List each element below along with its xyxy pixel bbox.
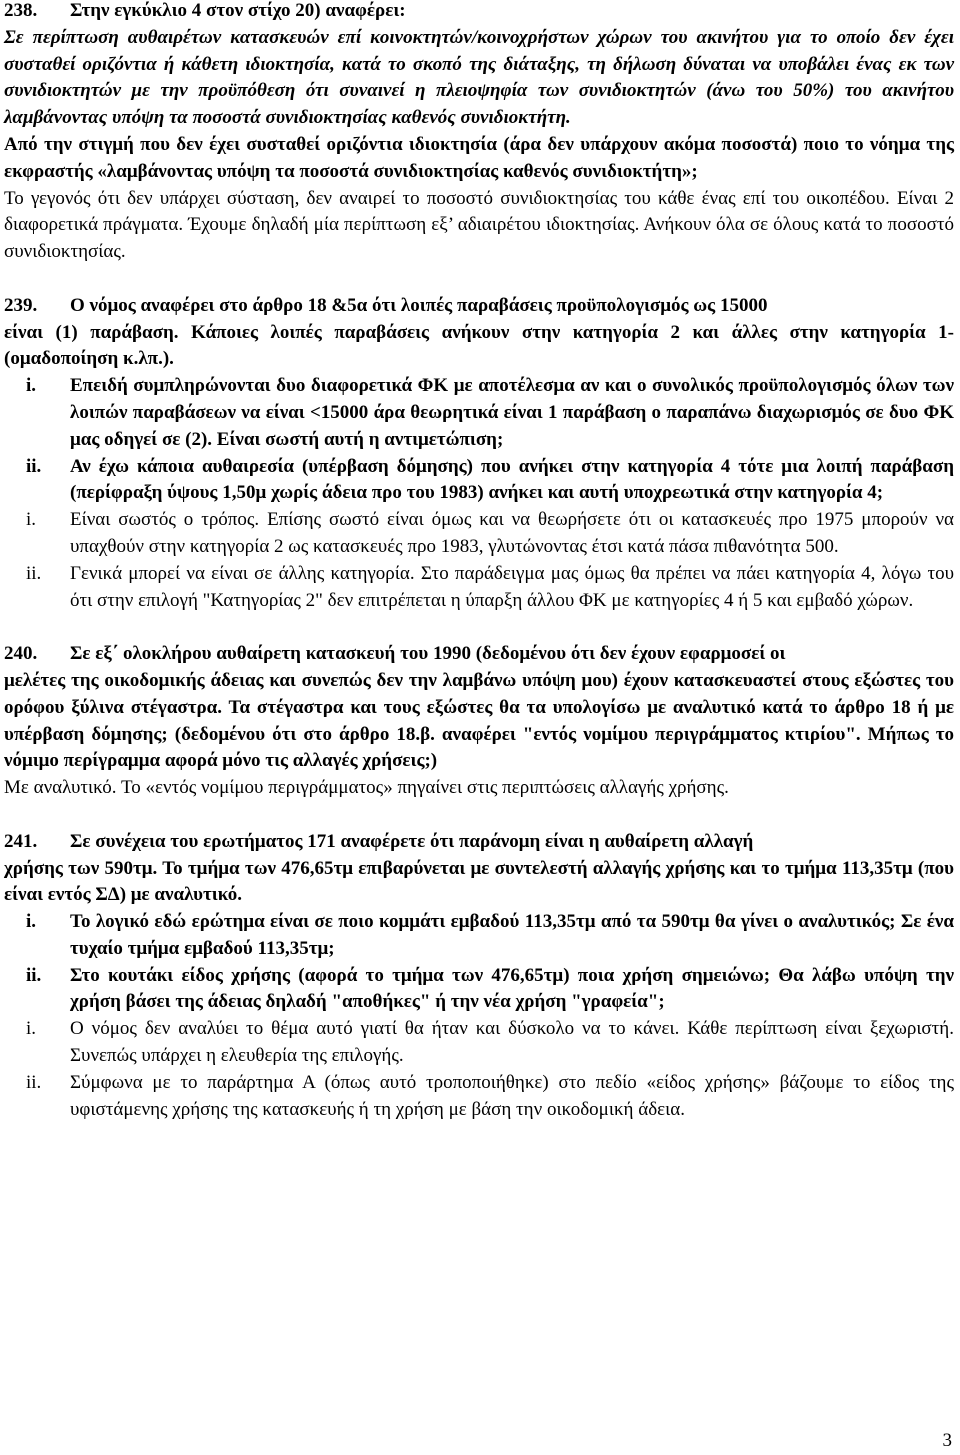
- q238-quote: Σε περίπτωση αυθαιρέτων κατασκευών επί κοινοκτητών/κοινοχρήστων χώρων του ακινήτου για το οποίο δεν έχει συσταθεί οριζόντια ή κάθετη ιδιοκτησία, κατά το σκοπό της διάταξης, τη δήλωση δύναται να υποβάλει ένας εκ των συνιδιοκτητών με την προϋπόθεση ότι συναινεί η πλειοψηφία των συνιδιοκτητών (άνω του 50%) του ακινήτου λαμβάνοντας υπόψη τα ποσοστά συνιδιοκτησίας καθενός συνιδιοκτήτη.: [4, 26, 954, 129]
- q241-item: [4, 963, 954, 1017]
- q239-item-label: i.: [26, 375, 37, 397]
- q239-heading: [4, 293, 954, 320]
- q239-item-text: Γενικά μπορεί να είναι σε άλλης κατηγορία. Στο παράδειγμα μας όμως θα πρέπει να πάει κατηγορία 4, λόγω του ότι στην επιλογή "Κατηγορίας 2" δεν επιτρέπεται η ύπαρξη άλλου ΦΚ με κατηγορίες 4 ή 5 και εμβαδό χώρων.: [70, 562, 954, 611]
- q239-number: 239.: [4, 294, 38, 316]
- q239-item-label: i.: [26, 509, 37, 531]
- q241-heading: [4, 829, 954, 856]
- q239-item-text: Είναι σωστός ο τρόπος. Επίσης σωστό είναι όμως και να θεωρήσετε ότι οι κατασκευές προ 1975 μπορούν να υπαχθούν στην κατηγορία 2 ως κατασκευές προ 1983, γλυτώνοντας έτσι κατά πάσα πιθανότητα 500.: [70, 509, 954, 557]
- q238-title: Στην εγκύκλιο 4 στον στίχο 20) αναφέρει:: [70, 0, 406, 21]
- q241-item-text: Σύμφωνα με το παράρτημα Α (όπως αυτό τροποποιήθηκε) στο πεδίο «είδος χρήσης» βάζουμε το είδος της υφιστάμενης χρήσης της κατασκευής ή τη χρήση με βάση την οικοδομική άδεια.: [70, 1071, 954, 1120]
- q238-heading: [4, 0, 954, 25]
- q239-item-text: Επειδή συμπληρώνονται δυο διαφορετικά ΦΚ με αποτέλεσμα αν και ο συνολικός προϋπολογισμός όλων των λοιπών παραβάσεων να είναι <15000 άρα θεωρητικά είναι 1 παράβαση ο παραπάνω διαχωρισμός σε δυο ΦΚ μας οδηγεί σε (2). Είναι σωστή αυτή η αντιμετώπιση;: [70, 375, 954, 450]
- q240-heading: [4, 641, 954, 668]
- page-number: 3: [942, 1430, 952, 1451]
- q241-item: [4, 1070, 954, 1124]
- q239-item: [4, 507, 954, 561]
- q241-item-label: i.: [26, 1018, 37, 1040]
- q241-item-label: ii.: [26, 964, 42, 986]
- q241-item-text: Το λογικό εδώ ερώτημα είναι σε ποιο κομμάτι εμβαδού 113,35τμ από τα 590τμ θα γίνει ο αναλυτικός; Σε ένα τυχαίο τμήμα εμβαδού 113,35τμ;: [70, 911, 954, 959]
- q241-item-label: ii.: [26, 1071, 42, 1093]
- q238-answer: Το γεγονός ότι δεν υπάρχει σύσταση, δεν αναιρεί το ποσοστό συνιδιοκτησίας του κάθε ένας επί του οικοπέδου. Είναι 2 διαφορετικά πράγματα. Έχουμε δηλαδή μία περίπτωση εξ’ αδιαιρέτου ιδιοκτησίας. Ανήκουν όλα σε όλους κατά το ποσοστό συνιδιοκτησίας.: [4, 187, 954, 263]
- q239-item-label: ii.: [26, 562, 42, 584]
- q238-question: Από την στιγμή που δεν έχει συσταθεί οριζόντια ιδιοκτησία (άρα δεν υπάρχουν ακόμα ποσοστά) ποιο το νόημα της εκφραστής «λαμβάνοντας υπόψη τα ποσοστά συνιδιοκτησίας καθενός συνιδιοκτήτη»;: [4, 133, 954, 182]
- q241-question-rest: χρήσης των 590τμ. Το τμήμα των 476,65τμ επιβαρύνεται με συντελεστή αλλαγής χρήσης και το τμήμα 113,35τμ (που είναι εντός ΣΔ) με αναλυτικό.: [4, 857, 954, 906]
- q241-item: [4, 1016, 954, 1070]
- q241-item: [4, 909, 954, 963]
- q241-question-first: Σε συνέχεια του ερωτήματος 171 αναφέρετε ότι παράνομη είναι η αυθαίρετη αλλαγή: [70, 830, 754, 852]
- q240-question-first: Σε εξ΄ ολοκλήρου αυθαίρετη κατασκευή του 1990 (δεδομένου ότι δεν έχουν εφαρμοσεί οι: [70, 643, 786, 665]
- q239-intro-rest: είναι (1) παράβαση. Κάποιες λοιπές παραβάσεις ανήκουν στην κατηγορία 2 και άλλες στην κατηγορία 1- (ομαδοποίηση κ.λπ.).: [4, 321, 954, 370]
- q239-item-label: ii.: [26, 455, 42, 477]
- q241-item-text: Στο κουτάκι είδος χρήσης (αφορά το τμήμα των 476,65τμ) ποια χρήση σημειώνω; Θα λάβω υπόψη την χρήση βάσει της άδειας δηλαδή "αποθήκες" ή την νέα χρήση "γραφεία";: [70, 964, 954, 1013]
- q239-item-text: Αν έχω κάποια αυθαιρεσία (υπέρβαση δόμησης) που ανήκει στην κατηγορία 4 τότε μια λοιπή παράβαση (περίφραξη ύψους 1,50μ χωρίς άδεια προ του 1983) ανήκει και αυτή υποχρεωτικά στην κατηγορία 4;: [70, 455, 954, 504]
- q241-number: 241.: [4, 830, 38, 852]
- q241-item-text: Ο νόμος δεν αναλύει το θέμα αυτό γιατί θα ήταν και δύσκολο να το κάνει. Κάθε περίπτωση είναι ξεχωριστή. Συνεπώς υπάρχει η ελευθερία της επιλογής.: [70, 1018, 954, 1067]
- q238-number: 238.: [4, 0, 38, 21]
- q239-intro-first: Ο νόμος αναφέρει στο άρθρο 18 &5α ότι λοιπές παραβάσεις προϋπολογισμός ως 15000: [70, 294, 768, 316]
- q239-item: [4, 373, 954, 453]
- q240-question-rest: μελέτες της οικοδομικής άδειας και συνεπώς δεν την λαμβάνω υπόψη μου) έχουν κατασκευαστεί στους εξώστες του ορόφου ξύλινα στέγαστρα. Τα στέγαστρα και τους εξώστες θα τα υπολογίσω με αναλυτικό κατά το άρθρο 18 ή με υπέρβαση δόμησης; (δεδομένου ότι στο άρθρο 18.β. αναφέρει "εντός νομίμου περιγράμματος κτιρίου". Μήπως το νόμιμο περίγραμμα αφορά μόνο τις αλλαγές χρήσεις;): [4, 669, 954, 772]
- q241-item-label: i.: [26, 911, 37, 933]
- q241-item-list: [4, 909, 954, 1123]
- q240-answer: Με αναλυτικό. Το «εντός νομίμου περιγράμματος» πηγαίνει στις περιπτώσεις αλλαγής χρήσης.: [4, 777, 729, 799]
- q239-item: [4, 561, 954, 615]
- q239-item: [4, 454, 954, 508]
- q240-number: 240.: [4, 643, 38, 665]
- q239-item-list: [4, 373, 954, 614]
